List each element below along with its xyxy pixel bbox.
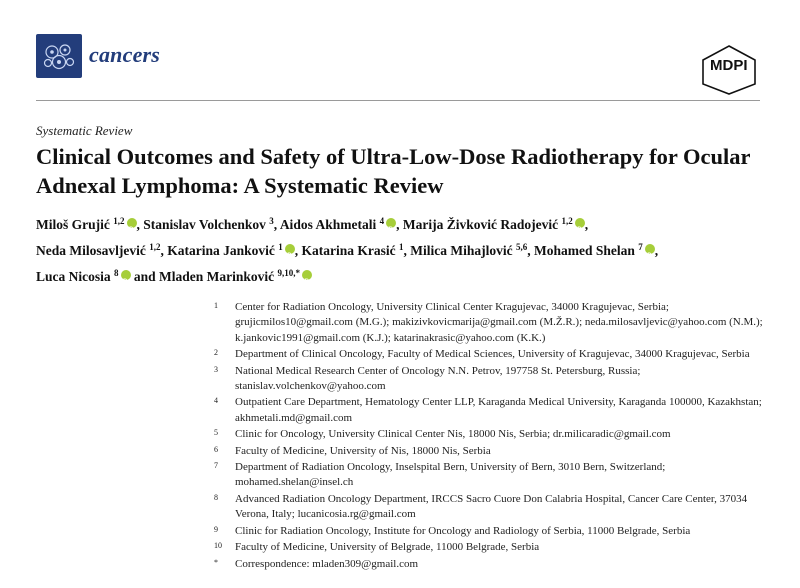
affiliation-number: 2 [214, 348, 218, 358]
affiliation-text: Department of Radiation Oncology, Inselspital Bern, University of Bern, 3010 Bern, Switzerland; mohamed.shelan@insel.ch [235, 461, 666, 489]
affiliation-number: 10 [214, 541, 222, 551]
author-name[interactable] [159, 269, 312, 284]
affiliation-number: 9 [214, 524, 218, 534]
author-separator: , [654, 243, 659, 258]
affiliation-text: Clinic for Oncology, University Clinical Center Nis, 18000 Nis, Serbia; dr.milicaradic@gmail.com [235, 428, 671, 441]
author-name[interactable] [302, 243, 407, 258]
orcid-icon[interactable] [127, 218, 137, 228]
author-separator: , [527, 243, 531, 258]
author-name-text: Mohamed Shelan [533, 243, 635, 258]
author-separator: , [273, 217, 278, 232]
author-separator: , [396, 217, 400, 232]
author-name-text: Milica Mihajlović [410, 243, 513, 258]
author-name[interactable] [36, 269, 156, 284]
affiliation-list [210, 300, 770, 573]
article-title: Clinical Outcomes and Safety of Ultra-Low-Dose Radiotherapy for Ocular Adnexal Lymphoma: A Systematic Review [36, 144, 751, 198]
affiliation-text: Clinic for Radiation Oncology, Institute for Oncology and Radiology of Serbia, 11000 Belgrade, Serbia [235, 524, 691, 537]
author-name[interactable] [143, 217, 277, 232]
author-name[interactable] [280, 217, 400, 232]
cancers-journal-logo [36, 34, 82, 78]
author-separator: , [160, 243, 164, 258]
author-name-text: Stanislav Volchenkov [143, 217, 266, 232]
affiliation-text: Department of Clinical Oncology, Faculty of Medical Sciences, University of Kragujevac, 34000 Kragujevac, Serbia [235, 348, 750, 361]
author-separator: , [584, 217, 589, 232]
author-separator: , [136, 217, 140, 232]
affiliation-item [210, 427, 770, 442]
affiliation-item [210, 524, 770, 539]
author-separator: , [294, 243, 299, 258]
author-name-text: Luca Nicosia [36, 269, 111, 284]
article-type: Systematic Review [36, 123, 133, 138]
affiliation-superscript: 1,2 [149, 242, 161, 252]
affiliation-superscript: 1,2 [113, 216, 125, 226]
orcid-icon[interactable] [121, 270, 131, 280]
affiliation-superscript: 5,6 [515, 242, 528, 252]
affiliation-item [210, 347, 770, 362]
orcid-icon[interactable] [386, 218, 396, 228]
affiliation-item [210, 557, 770, 572]
orcid-icon[interactable] [575, 218, 585, 228]
affiliation-superscript: 1 [278, 242, 283, 252]
author-separator: , [403, 243, 407, 258]
affiliation-text: Faculty of Medicine, University of Nis, 18000 Nis, Serbia [235, 444, 491, 457]
affiliation-number: 1 [214, 301, 218, 310]
author-name-text: Katarina Krasić [301, 243, 396, 258]
affiliation-item [210, 460, 770, 491]
affiliation-text: Outpatient Care Department, Hematology Center LLP, Karaganda Medical University, Karaganda 100000, Kazakhstan; akhmetali.md@gmail.com [235, 396, 762, 424]
affiliation-number: 7 [214, 461, 218, 471]
affiliation-number: 8 [214, 492, 218, 502]
orcid-icon[interactable] [302, 270, 312, 280]
affiliation-number: * [214, 557, 218, 567]
affiliation-text: National Medical Research Center of Oncology N.N. Petrov, 197758 St. Petersburg, Russia; stanislav.volchenkov@yahoo.com [235, 364, 641, 393]
affiliation-text: Correspondence: mladen309@gmail.com [235, 557, 419, 570]
header-divider [36, 100, 760, 101]
author-name[interactable] [410, 243, 530, 258]
orcid-icon[interactable] [645, 244, 655, 254]
affiliation-item [210, 300, 770, 346]
author-separator: and [130, 269, 156, 284]
author-name-text: Neda Milosavljević [36, 243, 146, 258]
affiliation-superscript: 3 [269, 216, 274, 226]
author-list [36, 210, 776, 288]
affiliation-item [210, 364, 770, 395]
publisher-logo-text: MDPI [710, 57, 748, 74]
orcid-icon[interactable] [285, 244, 295, 254]
author-name-text: Miloš Grujić [36, 217, 110, 232]
affiliation-superscript: 4 [379, 216, 385, 226]
author-name[interactable] [534, 243, 658, 258]
affiliation-item [210, 540, 770, 555]
author-name[interactable] [167, 243, 298, 258]
affiliation-item [210, 444, 770, 459]
affiliation-superscript: 9,10,* [277, 268, 301, 278]
affiliation-item [210, 492, 770, 523]
affiliation-number: 6 [214, 444, 218, 454]
affiliation-superscript: 1,2 [561, 216, 573, 226]
affiliation-number: 4 [214, 396, 218, 406]
author-name-text: Aidos Akhmetali [279, 217, 377, 232]
affiliation-text: Center for Radiation Oncology, University Clinical Center Kragujevac, 34000 Kragujevac, Serbia; grujicmilos10@gmail.com (M.G.); makizivkovicmarija@gmail.com (M.Ž.R.); neda.milosavljevic@yahoo.com (N.M.); k.jankovic1991@gmail.com (K.J.); katarinakrasic@yahoo.com (K.K.) [235, 301, 763, 344]
author-name-text: Katarina Janković [167, 243, 275, 258]
affiliation-text: Advanced Radiation Oncology Department, IRCCS Sacro Cuore Don Calabria Hospital, Cancer Care Center, 37034 Verona, Italy; lucanicosia.rg@gmail.com [235, 492, 748, 521]
author-name-text: Mladen Marinković [159, 269, 275, 284]
affiliation-superscript: 7 [638, 242, 643, 252]
affiliation-item [210, 395, 770, 426]
author-name-text: Marija Živković Radojević [402, 217, 559, 232]
affiliation-text: Faculty of Medicine, University of Belgrade, 11000 Belgrade, Serbia [235, 541, 540, 554]
affiliation-superscript: 1 [399, 242, 404, 252]
author-name[interactable] [36, 243, 164, 258]
author-name[interactable] [36, 217, 140, 232]
affiliation-number: 5 [214, 428, 218, 438]
affiliation-number: 3 [214, 364, 218, 374]
author-name[interactable] [403, 217, 588, 232]
journal-name: cancers [89, 42, 161, 67]
affiliation-superscript: 8 [114, 268, 119, 278]
